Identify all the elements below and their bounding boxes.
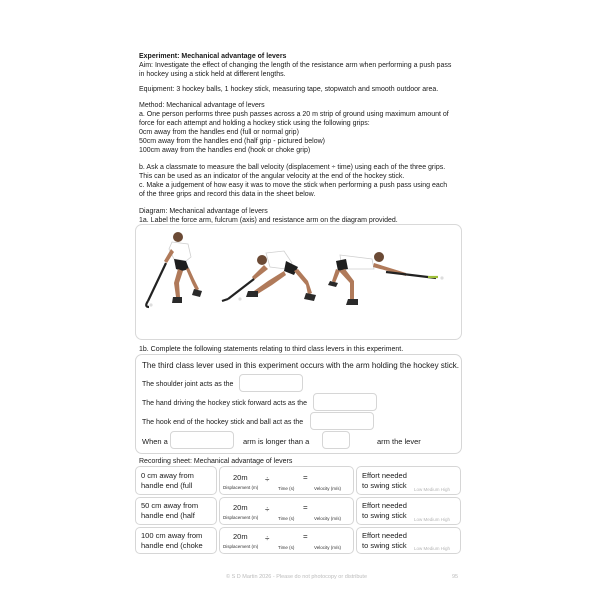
grip-choke: 100cm away from the handles end (hook or choke grip): [139, 147, 311, 154]
player-figure-2: [222, 251, 316, 301]
divide-sign: ÷: [265, 534, 270, 543]
method-c-line-1: c. Make a judgement of how easy it was to move the stick when performing a push pass using each: [139, 182, 448, 189]
time-unit: Time (s): [278, 516, 295, 521]
force-answer-field[interactable]: [313, 393, 377, 411]
effort-line-2: to swing stick: [362, 481, 407, 490]
divide-sign: ÷: [265, 505, 270, 514]
player-figure-3: [328, 252, 444, 305]
equals-sign: =: [303, 503, 308, 512]
grip-half: 50cm away from the handles end (half grip - pictured below): [139, 138, 325, 145]
resistance-answer-field[interactable]: [310, 412, 374, 430]
effort-line-2: to swing stick: [362, 511, 407, 520]
effort-line-1: Effort needed: [362, 501, 407, 510]
displacement-value: 20m: [233, 503, 248, 512]
grip-label-line-1: 0 cm away from: [141, 471, 194, 480]
method-a-line-1: a. One person performs three push passes across a 20 m strip of ground using maximum amount of: [139, 111, 449, 118]
displacement-unit: Displacement (m): [223, 515, 259, 520]
effort-line-1: Effort needed: [362, 531, 407, 540]
hockey-push-pass-illustration: [136, 225, 461, 339]
fulcrum-answer-field[interactable]: [239, 374, 303, 392]
experiment-title: Experiment: Mechanical advantage of levers: [139, 53, 287, 60]
grip-label-line-2: handle end (choke: [141, 541, 203, 550]
arm-1-answer-field[interactable]: [170, 431, 234, 449]
displacement-value: 20m: [233, 532, 248, 541]
time-unit: Time (s): [278, 545, 295, 550]
diagram-instruction: 1a. Label the force arm, fulcrum (axis) and resistance arm on the diagram provided.: [139, 217, 398, 224]
grip-label-line-2: handle end (half: [141, 511, 195, 520]
effort-line-1: Effort needed: [362, 471, 407, 480]
displacement-value: 20m: [233, 473, 248, 482]
time-unit: Time (s): [278, 486, 295, 491]
grip-label-line-2: handle end (full: [141, 481, 193, 490]
statement-arm-longer: arm is longer than a: [243, 437, 310, 446]
statements-instruction: 1b. Complete the following statements relating to third class levers in this experiment.: [139, 346, 404, 353]
effort-scale: Low Medium High: [414, 546, 451, 551]
method-c-line-2: of the three grips and record this data in the sheet below.: [139, 191, 316, 198]
velocity-unit: Velocity (m/s): [314, 545, 342, 550]
statement-resistance-label: The hook end of the hockey stick and ball act as the: [142, 419, 304, 426]
copyright-notice: © S D Martin 2026 - Please do not photocopy or distribute: [226, 574, 368, 580]
velocity-calc-cell-full[interactable]: [219, 466, 354, 495]
equipment-text: Equipment: 3 hockey balls, 1 hockey stick, measuring tape, stopwatch and smooth outdoor area.: [139, 86, 439, 93]
page-number: 95: [452, 574, 459, 580]
method-a-line-2: force for each attempt and holding a hockey stick using the following grips:: [139, 120, 370, 127]
statement-fulcrum-label: The shoulder joint acts as the: [142, 381, 234, 388]
effort-scale: Low Medium High: [414, 487, 451, 492]
effort-cell-half[interactable]: [356, 497, 461, 525]
grip-label-line-1: 50 cm away from: [141, 501, 199, 510]
statement-arm-the-lever: arm the lever: [377, 437, 421, 446]
statement-when-a: When a: [142, 437, 168, 446]
grip-label-line-1: 100 cm away from: [141, 531, 203, 540]
method-title: Method: Mechanical advantage of levers: [139, 102, 265, 109]
grip-label-cell-half: [135, 497, 217, 525]
displacement-unit: Displacement (m): [223, 485, 259, 490]
statements-panel: [135, 354, 462, 454]
velocity-unit: Velocity (m/s): [314, 516, 342, 521]
arm-2-answer-field[interactable]: [322, 431, 350, 449]
effort-line-2: to swing stick: [362, 541, 407, 550]
diagram-title: Diagram: Mechanical advantage of levers: [139, 208, 268, 215]
divide-sign: ÷: [265, 475, 270, 484]
equals-sign: =: [303, 473, 308, 482]
player-figure-1: [146, 232, 202, 307]
effort-cell-full[interactable]: [356, 466, 461, 495]
velocity-calc-cell-half[interactable]: [219, 497, 354, 525]
grip-label-cell-choke: [135, 527, 217, 554]
velocity-calc-cell-choke[interactable]: [219, 527, 354, 554]
statement-intro: The third class lever used in this experiment occurs with the arm holding the hockey stick.: [142, 361, 460, 370]
velocity-unit: Velocity (m/s): [314, 486, 342, 491]
statement-force-label: The hand driving the hockey stick forward acts as the: [142, 400, 307, 407]
equals-sign: =: [303, 532, 308, 541]
grip-label-cell-full: [135, 466, 217, 495]
method-b-line-2: This can be used as an indicator of the angular velocity at the end of the hockey stick.: [139, 173, 405, 180]
aim-line-1: Aim: Investigate the effect of changing the length of the resistance arm when performing a push pass: [139, 62, 452, 69]
grip-full: 0cm away from the handles end (full or normal grip): [139, 129, 299, 136]
effort-cell-choke[interactable]: [356, 527, 461, 554]
displacement-unit: Displacement (m): [223, 544, 259, 549]
recording-title: Recording sheet: Mechanical advantage of levers: [139, 458, 293, 465]
effort-scale: Low Medium High: [414, 517, 451, 522]
aim-line-2: in hockey using a stick held at different lengths.: [139, 71, 286, 78]
method-b-line-1: b. Ask a classmate to measure the ball velocity (displacement ÷ time) using each of the three grips.: [139, 164, 446, 171]
diagram-photo-box: [135, 224, 462, 340]
